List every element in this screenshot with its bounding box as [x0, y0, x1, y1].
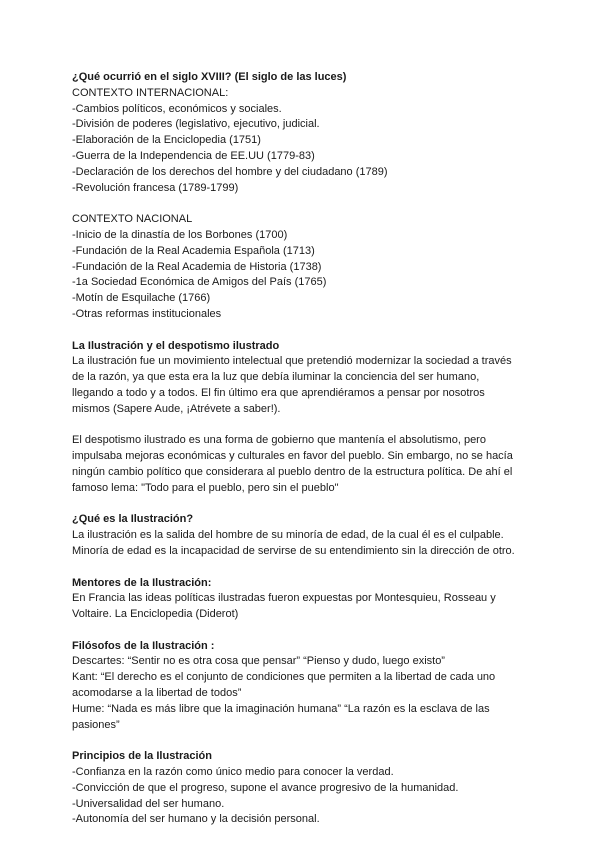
paragraph-line: famoso lema: "Todo para el pueblo, pero sin el pueblo": [72, 481, 339, 494]
paragraph-line: Descartes: “Sentir no es otra cosa que pensar” “Pienso y dudo, luego existo”: [72, 655, 445, 668]
section-siglo-xviii: [72, 70, 532, 196]
section-heading: Principios de la Ilustración: [72, 750, 212, 763]
section-filosofos: [72, 639, 532, 734]
list-item: -Fundación de la Real Academia de Historia (1738): [72, 260, 322, 273]
list-item: -Confianza en la razón como único medio para conocer la verdad.: [72, 766, 394, 779]
list-item: -Revolución francesa (1789-1799): [72, 181, 239, 194]
document-page: [72, 70, 532, 828]
spacer: [72, 560, 532, 576]
paragraph-line: acomodarse a la libertad de todos”: [72, 687, 242, 700]
section-heading: ¿Qué es la Ilustración?: [72, 513, 194, 526]
section-subheading: CONTEXTO NACIONAL: [72, 213, 193, 226]
paragraph-line: de la razón, ya que esta era la luz que debía iluminar la conciencia del ser humano,: [72, 371, 480, 384]
paragraph-line: La ilustración fue un movimiento intelectual que pretendió modernizar la sociedad a través: [72, 355, 512, 368]
section-mentores: [72, 576, 532, 623]
spacer: [72, 623, 532, 639]
section-heading: Filósofos de la Ilustración :: [72, 639, 215, 652]
paragraph-line: En Francia las ideas políticas ilustradas fueron expuestas por Montesquieu, Rosseau y: [72, 592, 496, 605]
list-item: -Declaración de los derechos del hombre y del ciudadano (1789): [72, 165, 388, 178]
paragraph-line: Minoría de edad es la incapacidad de servirse de su entendimiento sin la dirección de otro.: [72, 544, 515, 557]
list-item: -Universalidad del ser humano.: [72, 797, 225, 810]
list-item: -Guerra de la Independencia de EE.UU (1779-83): [72, 149, 315, 162]
list-item: -Cambios políticos, económicos y sociales.: [72, 102, 282, 115]
list-item: -Elaboración de la Enciclopedia (1751): [72, 134, 261, 147]
list-item: -Inicio de la dinastía de los Borbones (1700): [72, 228, 288, 241]
list-item: -Motín de Esquilache (1766): [72, 292, 211, 305]
paragraph-line: impulsaba mejoras económicas y culturales en favor del pueblo. Sin embargo, no se hacía: [72, 450, 513, 463]
paragraph-line: ningún cambio político que considerara al pueblo dentro de la estructura política. De ahí el: [72, 465, 513, 478]
paragraph-line: El despotismo ilustrado es una forma de gobierno que mantenía el absolutismo, pero: [72, 434, 486, 447]
section-principios: [72, 749, 532, 828]
paragraph-line: La ilustración es la salida del hombre de su minoría de edad, de la cual él es el culpable.: [72, 529, 504, 542]
section-heading: Mentores de la Ilustración:: [72, 576, 212, 589]
section-despotismo-ilustrado: [72, 433, 532, 496]
spacer: [72, 733, 532, 749]
spacer: [72, 323, 532, 339]
paragraph-line: mismos (Sapere Aude, ¡Atrévete a saber!).: [72, 402, 281, 415]
section-subheading: CONTEXTO INTERNACIONAL:: [72, 86, 229, 99]
paragraph-line: Hume: “Nada es más libre que la imaginación humana” “La razón es la esclava de las: [72, 702, 490, 715]
spacer: [72, 497, 532, 513]
spacer: [72, 418, 532, 434]
list-item: -Otras reformas institucionales: [72, 307, 222, 320]
list-item: -División de poderes (legislativo, ejecutivo, judicial.: [72, 118, 320, 131]
list-item: -1a Sociedad Económica de Amigos del País (1765): [72, 276, 327, 289]
section-heading: La Ilustración y el despotismo ilustrado: [72, 339, 280, 352]
paragraph-line: Voltaire. La Enciclopedia (Diderot): [72, 608, 239, 621]
section-contexto-nacional: [72, 212, 532, 323]
paragraph-line: llegando a todo y a todos. El fin último era que aprendiéramos a pensar por nosotros: [72, 386, 485, 399]
list-item: -Convicción de que el progreso, supone el avance progresivo de la humanidad.: [72, 781, 459, 794]
list-item: -Fundación de la Real Academia Española (1713): [72, 244, 315, 257]
spacer: [72, 196, 532, 212]
list-item: -Autonomía del ser humano y la decisión personal.: [72, 813, 320, 826]
paragraph-line: pasiones”: [72, 718, 120, 731]
section-heading: ¿Qué ocurrió en el siglo XVIII? (El siglo de las luces): [72, 71, 347, 83]
section-que-es-ilustracion: [72, 512, 532, 559]
section-ilustracion-despotismo: [72, 339, 532, 418]
paragraph-line: Kant: “El derecho es el conjunto de condiciones que permiten a la libertad de cada uno: [72, 671, 496, 684]
